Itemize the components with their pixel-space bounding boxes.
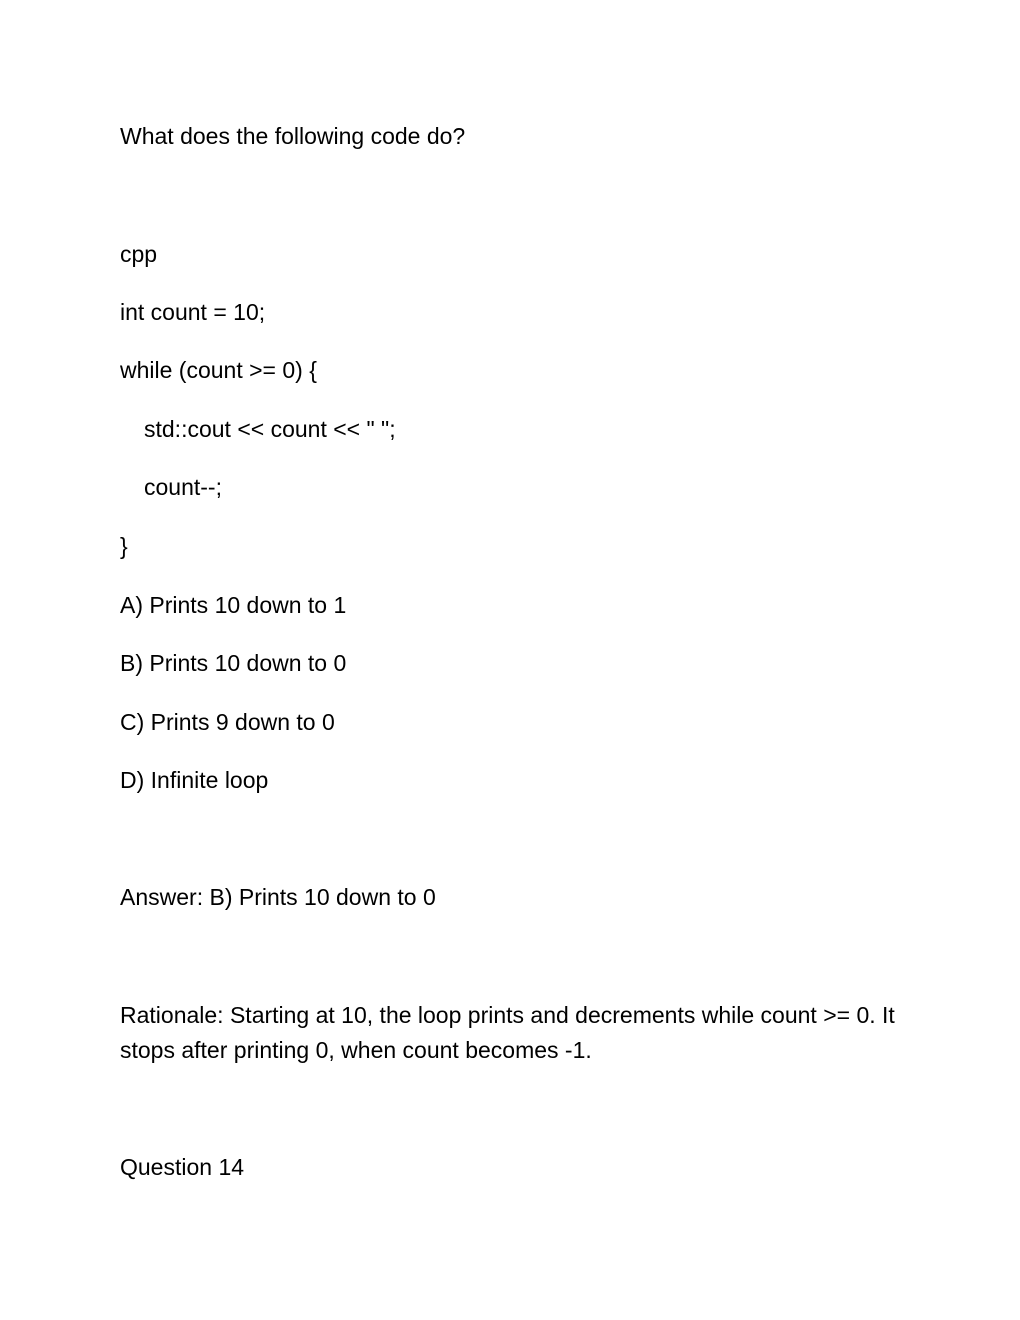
code-language-label: cpp: [120, 241, 158, 267]
code-line: while (count >= 0) {: [120, 357, 317, 383]
option-d: D) Infinite loop: [120, 767, 269, 793]
code-line: std::cout << count << " ";: [144, 416, 396, 442]
answer-text: Answer: B) Prints 10 down to 0: [120, 884, 436, 910]
code-line: }: [120, 533, 128, 559]
option-a: A) Prints 10 down to 1: [120, 592, 347, 618]
rationale-text: Rationale: Starting at 10, the loop prints and decrements while count >= 0. It stops after printing 0, when count becomes -1.: [120, 1002, 895, 1063]
question-prompt: What does the following code do?: [120, 123, 466, 149]
option-c: C) Prints 9 down to 0: [120, 709, 335, 735]
option-b: B) Prints 10 down to 0: [120, 650, 347, 676]
next-question-heading: Question 14: [120, 1154, 245, 1180]
code-line: int count = 10;: [120, 299, 266, 325]
code-line: count--;: [144, 474, 222, 500]
